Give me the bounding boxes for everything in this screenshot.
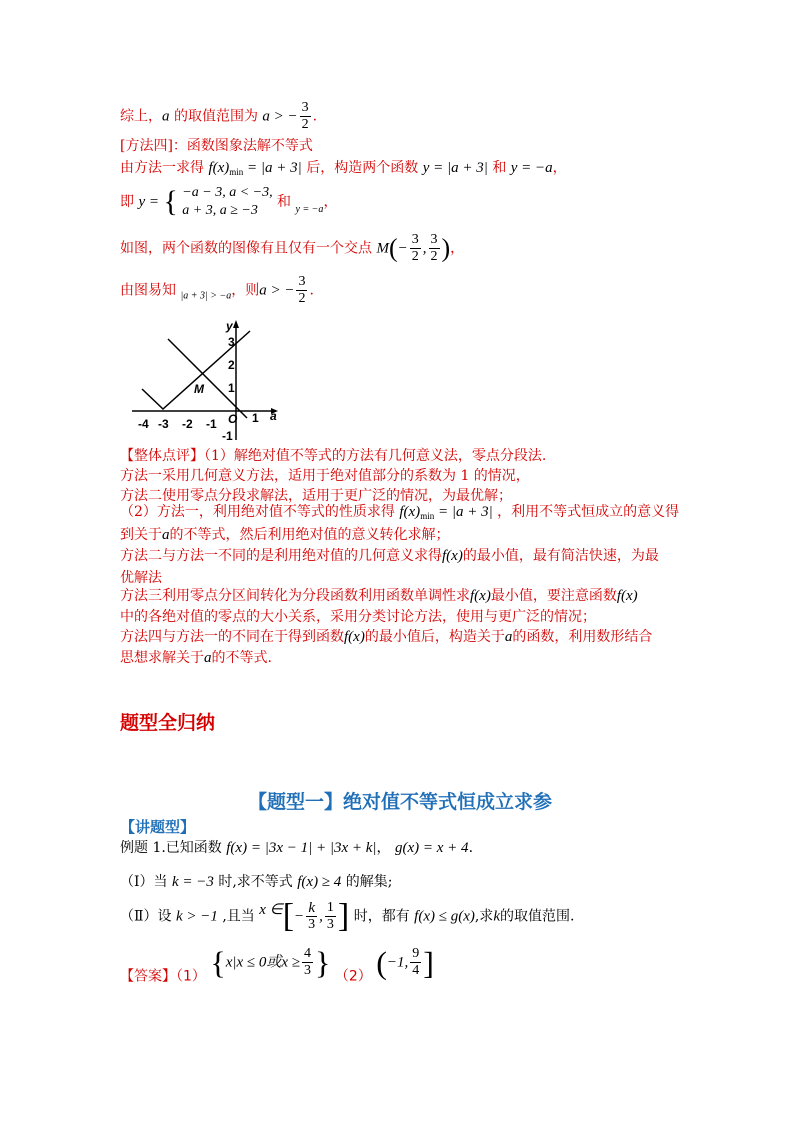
- x-tick-label: -4: [138, 417, 149, 431]
- piecewise-cases: [182, 184, 272, 220]
- fx: f(x): [470, 588, 491, 604]
- func-y2: y = −a: [510, 160, 553, 176]
- fx-min: [208, 160, 301, 176]
- text: 的不等式，然后利用绝对值的意义转化求解；: [169, 527, 450, 543]
- sub-min: min: [420, 511, 435, 521]
- k-value: k = −3: [171, 874, 214, 890]
- text: 由方法一求得: [120, 160, 204, 176]
- summary-ineq: a > −: [262, 108, 298, 125]
- text: 时，都有: [353, 908, 410, 925]
- review-line1: [120, 446, 546, 466]
- text: ，则: [231, 282, 260, 299]
- x-tick-label: 1: [252, 411, 259, 425]
- review-line7: 优解法: [120, 570, 162, 586]
- summary-fraction: [300, 100, 311, 133]
- func-g: g(x) = x + 4: [395, 840, 469, 856]
- text: 后，构造两个函数: [306, 160, 419, 176]
- bracket-close: ]: [423, 944, 434, 981]
- section-title: 题型全归纳: [120, 712, 216, 734]
- text: 的最小值，最有简洁快速，为最: [462, 548, 659, 564]
- eq: = |a + 3|: [243, 160, 302, 176]
- case-1: −a − 3, a < −3,: [182, 185, 273, 200]
- text: .: [468, 840, 474, 856]
- frac-num: 1: [326, 900, 334, 915]
- summary-line: [120, 100, 317, 133]
- frac-den: 4: [412, 963, 420, 978]
- frac-den: 3: [304, 963, 312, 978]
- example-tag-line: [120, 817, 195, 838]
- text: .: [309, 282, 314, 299]
- func-y1: y = |a + 3|: [422, 160, 488, 176]
- fraction: [410, 946, 421, 979]
- topic-title: 【题型一】绝对值不等式恒成立求参: [247, 791, 552, 813]
- text: 即: [120, 194, 134, 210]
- text: （1）解绝对值不等式的方法有几何意义法，零点分段法.: [204, 448, 547, 464]
- text: 和: [492, 160, 507, 176]
- summary-mid: 的取值范围为: [169, 108, 258, 125]
- ineq: |a + 3| > −a: [180, 290, 232, 302]
- method4-line3: [120, 232, 464, 268]
- text: 的解集;: [345, 874, 393, 890]
- text: ,求: [474, 908, 494, 925]
- x-in: x ∈: [259, 902, 283, 918]
- text: 的不等式.: [211, 650, 272, 666]
- fraction: [410, 232, 421, 265]
- review-line9: 中的各绝对值的零点的大小关系，采用分类讨论方法，使用与更广泛的情况；: [120, 609, 596, 625]
- x-tick-label: -1: [206, 417, 217, 431]
- answer-tag: 【答案】: [120, 968, 176, 985]
- review-tag: 【整体点评】: [120, 448, 204, 464]
- text: 的函数，利用数形结合: [512, 629, 653, 645]
- review-line11: [120, 648, 272, 668]
- frac-den: 2: [301, 117, 309, 132]
- text: ，: [552, 160, 567, 176]
- minus: −: [397, 240, 408, 257]
- text: 如图，两个函数的图像有且仅有一个交点: [120, 240, 372, 257]
- paren-open: (: [376, 944, 387, 981]
- review-line5: [120, 525, 450, 545]
- text: ，: [323, 194, 338, 210]
- result: a > −: [259, 282, 295, 299]
- frac-num: 4: [304, 946, 312, 961]
- answer-part2: （2）: [334, 968, 372, 985]
- y-tick-label: -1: [222, 429, 233, 443]
- method4-line2: [120, 184, 337, 224]
- text: 方法二与方法一不同的是利用绝对值的几何意义求得: [120, 548, 442, 564]
- fx: f(x): [442, 548, 463, 564]
- answer-part1: （1）: [176, 968, 206, 985]
- y-tick-label: 1: [228, 381, 235, 395]
- example-tag: 【讲题型】: [120, 818, 196, 836]
- summary-var: a: [162, 108, 170, 125]
- frac-num: k: [306, 900, 317, 917]
- fraction: [302, 946, 313, 979]
- text: 到关于: [120, 527, 162, 543]
- text: ，: [450, 240, 465, 257]
- method4-title: [方法四]：函数图象法解不等式: [120, 138, 313, 154]
- graph-neg-a: [168, 339, 247, 418]
- fraction: [429, 232, 440, 265]
- bracket-close: ]: [337, 897, 350, 935]
- fx: f(x): [399, 504, 421, 520]
- frac-den: 2: [298, 291, 306, 306]
- ineq: f(x) ≥ 4: [297, 874, 342, 890]
- comma: ,: [319, 908, 323, 925]
- review-line10: [120, 627, 652, 647]
- review-line2: 方法一采用几何意义方法，适用于绝对值部分的系数为 1 的情况，: [120, 468, 530, 484]
- text: 方法三利用零点分区间转化为分段函数利用函数单调性求: [120, 588, 470, 604]
- x-tick-label: -3: [158, 417, 169, 431]
- fx-min: [399, 504, 492, 520]
- text: （2）方法一，利用绝对值不等式的性质求得: [120, 504, 395, 520]
- x-axis-label: a: [270, 409, 277, 423]
- summary-end: .: [312, 108, 318, 125]
- text: 最小值，要注意函数: [490, 588, 617, 604]
- frac-num: 3: [430, 232, 438, 247]
- text: ，利用不等式恒成立的意义得: [497, 504, 680, 520]
- text: 由图易知: [120, 282, 176, 299]
- bracket-open: [: [282, 897, 295, 935]
- brace-open: {: [210, 944, 226, 981]
- point-M-label: M: [194, 382, 204, 396]
- var-a: a: [162, 527, 170, 543]
- var-k: k: [493, 908, 500, 925]
- text: 的最小值后，构造关于: [364, 629, 505, 645]
- frac-den: 3: [308, 917, 316, 932]
- text: 时,求不等式: [218, 874, 293, 890]
- ineq: f(x) ≤ g(x): [414, 908, 475, 925]
- paren-open: (: [388, 233, 398, 263]
- minus: −: [294, 908, 305, 925]
- review-line3: 方法二使用零点分段求解法，适用于更广泛的情况，为最优解；: [120, 488, 512, 504]
- text: 的取值范围.: [499, 908, 575, 925]
- text: （Ⅰ）当: [120, 874, 168, 890]
- example-line2: [120, 872, 392, 892]
- k-cond: k > −1: [175, 908, 218, 925]
- fraction: [306, 900, 317, 933]
- case-2: a + 3, a ≥ −3: [182, 203, 258, 218]
- function-graph: [128, 316, 288, 444]
- example-line1: [120, 838, 473, 858]
- y-tick-label: 3: [228, 335, 235, 349]
- var-a: a: [504, 629, 513, 645]
- paren-close: ): [441, 233, 451, 263]
- text: 方法四与方法一的不同在于得到函数: [120, 629, 344, 645]
- frac-den: 2: [430, 249, 438, 264]
- answer-interval: −1,: [386, 954, 409, 971]
- frac-num: 3: [298, 274, 306, 289]
- y-eq: y =: [138, 194, 159, 210]
- fraction: [325, 900, 336, 933]
- brace-close: }: [315, 944, 331, 981]
- frac-num: 3: [411, 232, 419, 247]
- text: 思想求解关于: [120, 650, 204, 666]
- text: （Ⅱ）设: [120, 908, 172, 925]
- fx: f(x): [208, 160, 230, 176]
- func-y2: y = −a: [295, 204, 324, 215]
- var-a: a: [204, 650, 212, 666]
- eq: = |a + 3|: [434, 504, 493, 520]
- y-tick-label: 2: [228, 358, 235, 372]
- frac-den: 3: [326, 917, 334, 932]
- review-line8: [120, 586, 638, 606]
- fx: f(x): [344, 629, 365, 645]
- comma: ,: [422, 240, 427, 257]
- example-line3: [120, 897, 575, 944]
- point-M: M: [376, 240, 389, 257]
- frac-num: 9: [412, 946, 420, 961]
- y-axis-label: y: [226, 319, 233, 333]
- fx: f(x): [616, 588, 638, 604]
- text: 和: [277, 194, 292, 210]
- y-axis-arrow-icon: [233, 320, 239, 328]
- method4-line4: [120, 274, 314, 310]
- frac-den: 2: [411, 249, 419, 264]
- text: ,且当: [222, 908, 255, 925]
- func-f: f(x) = |3x − 1| + |3x + k|: [226, 840, 377, 856]
- summary-prefix: 综上，: [120, 108, 162, 125]
- origin-label: O: [228, 412, 238, 426]
- sub-min: min: [229, 167, 244, 177]
- answer-line: [120, 946, 434, 994]
- text: ，: [376, 840, 391, 856]
- method4-line1: [120, 158, 567, 182]
- fraction: [296, 274, 307, 307]
- left-brace-icon: {: [163, 185, 178, 218]
- review-line6: [120, 546, 659, 566]
- x-tick-label: -2: [182, 417, 193, 431]
- review-line4: [120, 502, 679, 526]
- frac-num: 3: [301, 100, 309, 115]
- text: 例题 1.已知函数: [120, 840, 222, 856]
- answer-set: x|x ≤ 0或x ≥: [225, 954, 301, 971]
